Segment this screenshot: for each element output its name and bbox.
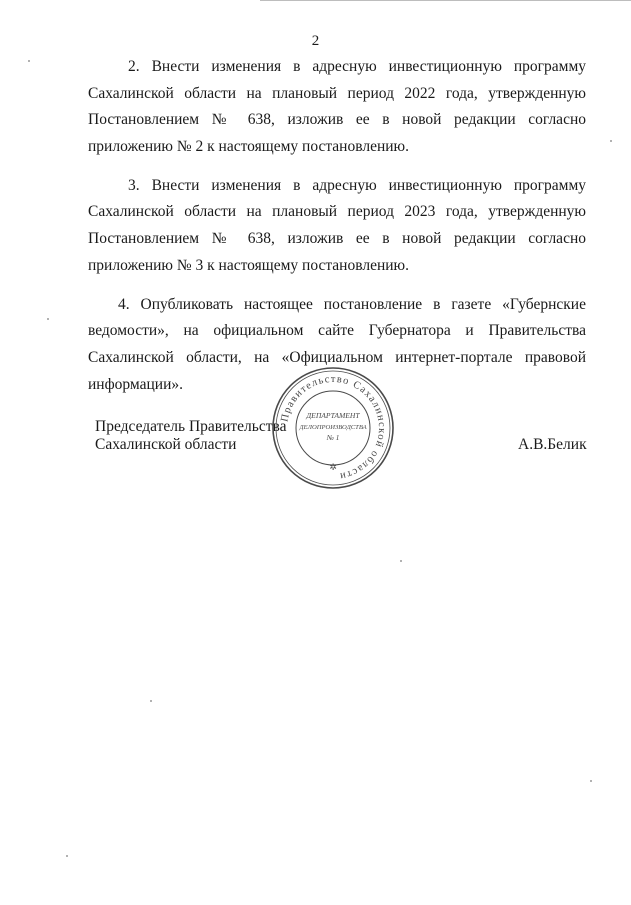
- page-number: 2: [311, 33, 320, 49]
- seal-star-icon: ✲: [329, 463, 337, 473]
- official-seal-icon: [271, 366, 395, 490]
- paragraph-2: 2. Внести изменения в адресную инвестиционную программу Сахалинской области на плановый период 2022 года, утвержденную Постановлением № 638, изложив ее в новой редакции согласно приложению № 2 к настоящему постановлению.: [88, 58, 586, 155]
- signatory-position: [95, 418, 287, 454]
- seal-center-line2: ДЕЛОПРОИЗВОДСТВА: [299, 424, 367, 431]
- seal-ring-text: Правительство Сахалинской области: [279, 373, 388, 482]
- scan-edge-line: [260, 0, 631, 1]
- signatory-position-line2: Сахалинской области: [95, 436, 237, 453]
- paragraph-3: 3. Внести изменения в адресную инвестиционную программу Сахалинской области на плановый период 2023 года, утвержденную Постановлением № 638, изложив ее в новой редакции согласно приложению № 3 к настоящему постановлению.: [88, 176, 586, 274]
- signatory-position-line1: Председатель Правительства: [95, 418, 287, 435]
- scan-speck: [47, 318, 49, 320]
- seal-center-line1: ДЕПАРТАМЕНТ: [306, 411, 360, 420]
- scan-speck: [590, 780, 592, 782]
- scan-speck: [66, 855, 68, 857]
- signatory-name: А.В.Белик: [518, 436, 587, 453]
- scan-speck: [610, 140, 612, 142]
- body-text: [88, 54, 586, 411]
- seal-center-line3: № 1: [326, 433, 340, 442]
- scan-speck: [400, 560, 402, 562]
- scan-speck: [150, 700, 152, 702]
- paragraph-4: 4. Опубликовать настоящее постановление в газете «Губернские ведомости», на официальном сайте Губернатора и Правительства Сахалинской области, на «Официальном интернет-портале правовой информации».: [88, 295, 586, 393]
- scan-speck: [28, 60, 30, 62]
